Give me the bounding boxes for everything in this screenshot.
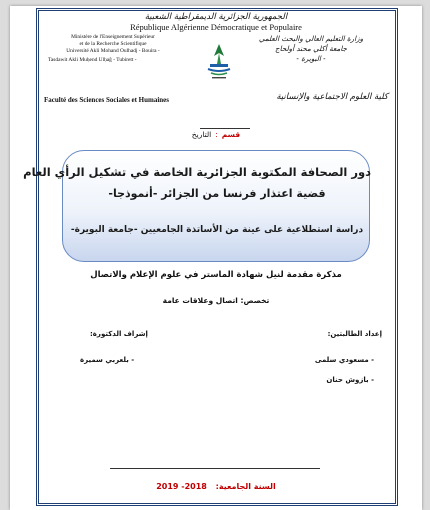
supervisor-name: - بلعربي سميرة [80, 356, 135, 364]
department-label: قسم [221, 130, 241, 139]
institution-block-fr [48, 34, 178, 64]
ministry-ar: وزارة التعليم العالي والبحث العلمي [258, 34, 364, 43]
academic-year-label: السنة الجامعية: [215, 482, 276, 491]
republic-title-ar: الجمهورية الجزائرية الديمقراطية الشعبية [144, 12, 288, 22]
academic-year-value: 2018- 2019 [156, 482, 207, 491]
faculty-name-ar: كلية العلوم الاجتماعية والإنسانية [276, 92, 388, 102]
department-separator: : [215, 130, 218, 139]
specialization: تخصص: اتصال وعلاقات عامة [162, 296, 270, 305]
thesis-title-line-1: دور الصحافة المكتوبة الجزائرية الخاصة في تشكيل الرأي العام [23, 165, 371, 179]
student-name: - بازوش حنان [326, 376, 374, 384]
students-label: إعداد الطالبتين: [327, 330, 382, 338]
institution-block-ar [236, 34, 386, 64]
university-name-berber: Tasdawit Akli Muḥend Ulḥağ - Tubirett - [48, 57, 137, 63]
supervisor-label: إشراف الدكتورة: [90, 330, 148, 338]
department-value: التاريخ [191, 130, 212, 139]
city-ar: - البويرة - [296, 54, 326, 63]
ministry-line-1: Ministère de l'Enseignement Supérieur [71, 34, 155, 40]
thesis-title-line-2: قضية اعتذار فرنسا من الجزائر -أنموذجا- [108, 187, 326, 200]
student-name: - مسعودي سلمى [314, 356, 374, 364]
university-name-fr: Université Akli Mohand Oulhadj - Bouira - [66, 48, 160, 54]
divider-bottom [110, 468, 320, 469]
thesis-subtitle: دراسة استطلاعية على عينة من الأساتذة الجامعيين -جامعة البويرة- [70, 225, 364, 235]
university-logo [204, 42, 234, 82]
document-page [10, 6, 422, 510]
academic-year-row [10, 482, 422, 491]
faculty-name-fr: Faculté des Sciences Sociales et Humaines [44, 96, 170, 104]
ministry-line-2: et de la Recherche Scientifique [79, 41, 147, 47]
divider-top [200, 128, 250, 129]
thesis-note: مذكرة مقدمة لنيل شهادة الماستر في علوم الإعلام والاتصال [90, 270, 342, 280]
republic-title-fr: République Algérienne Démocratique et Populaire [130, 22, 302, 32]
department-row [10, 130, 422, 139]
title-banner [23, 150, 371, 262]
university-name-ar: جامعة أكلي محند أولحاج [274, 44, 347, 53]
university-logo-icon [204, 42, 234, 82]
